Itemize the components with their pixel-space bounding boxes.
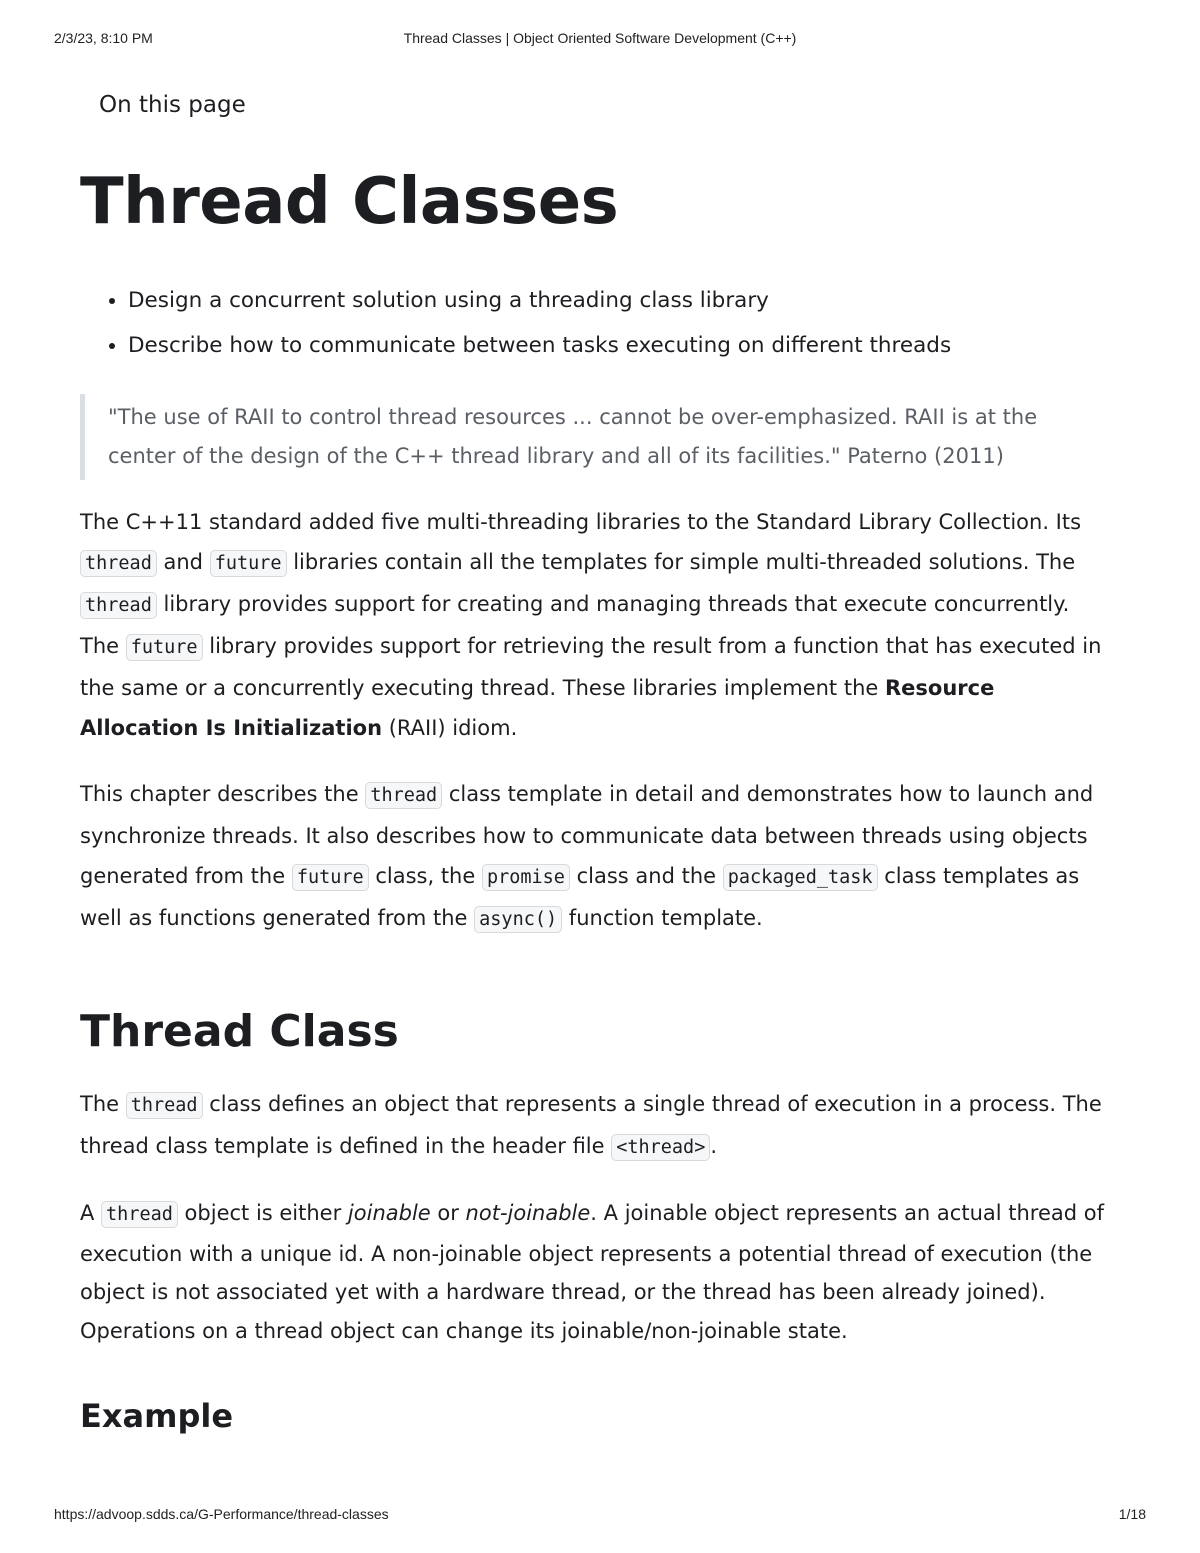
print-url: https://advoop.sdds.ca/G-Performance/thread-classes xyxy=(54,1506,389,1522)
italic-term: joinable xyxy=(347,1201,431,1225)
inline-code: thread xyxy=(101,1201,178,1228)
chapter-overview-paragraph: This chapter describes the thread class template in detail and demonstrates how to launch and synchronize threads. It also describes how to communicate data between threads using objects generated from the future class, the promise class and the packaged_task class templates as well as functions generated from the async() function template. xyxy=(80,774,1105,940)
objective-item: • Describe how to communicate between tasks executing on different threads xyxy=(128,323,1105,368)
print-header xyxy=(0,30,1200,50)
article-content xyxy=(80,160,1105,1436)
subsection-heading-example: Example xyxy=(80,1397,234,1435)
objective-item: • Design a concurrent solution using a threading class library xyxy=(128,278,1105,323)
inline-code: future xyxy=(210,550,287,577)
inline-code: <thread> xyxy=(611,1134,710,1161)
quote-block xyxy=(80,394,1105,480)
page-title: Thread Classes xyxy=(80,165,619,239)
inline-code: thread xyxy=(80,592,157,619)
italic-term: not-joinable xyxy=(465,1201,591,1225)
quote-text: "The use of RAII to control thread resources ... cannot be over-emphasized. RAII is at the center of the design of the C++ thread library and all of its facilities." Paterno (2011) xyxy=(108,405,1038,468)
learning-objectives xyxy=(80,278,1105,368)
thread-class-paragraph: The thread class defines an object that represents a single thread of execution in a process. The thread class template is defined in the header file <thread> . xyxy=(80,1084,1105,1168)
inline-code: promise xyxy=(482,864,570,891)
section-heading-thread-class: Thread Class xyxy=(80,1006,399,1057)
bold-term: Resource Allocation Is Initialization xyxy=(80,676,995,740)
print-footer xyxy=(0,1506,1200,1526)
print-page-number: 1/18 xyxy=(1118,1506,1146,1522)
inline-code: packaged_task xyxy=(723,864,878,891)
inline-code: thread xyxy=(80,550,157,577)
inline-code: future xyxy=(126,634,203,661)
on-this-page-toggle[interactable]: On this page xyxy=(99,92,246,118)
print-title: Thread Classes | Object Oriented Software Development (C++) xyxy=(403,30,797,46)
inline-code: future xyxy=(292,864,369,891)
inline-code: thread xyxy=(126,1092,203,1119)
intro-paragraph: The C++11 standard added five multi-threading libraries to the Standard Library Collection. Its thread and future libraries contain all the templates for simple multi-threaded solutions. The thread library provides support for creating and managing threads that execute concurrently. The future library provides support for retrieving the result from a function that has executed in the same or a concurrently executing thread. These libraries implement the Resource Allocation Is Initialization (RAII) idiom. xyxy=(80,510,1102,740)
inline-code: async() xyxy=(474,906,562,933)
inline-code: thread xyxy=(365,782,442,809)
print-datetime: 2/3/23, 8:10 PM xyxy=(54,30,153,46)
joinable-paragraph: A thread object is either joinable or not-joinable. A joinable object represents an actual thread of execution with a unique id. A non-joinable object represents a potential thread of execution (the object is not associated yet with a hardware thread, or the thread has been already joined). Operations on a thread object can change its joinable/non-joinable state. xyxy=(80,1201,1105,1343)
